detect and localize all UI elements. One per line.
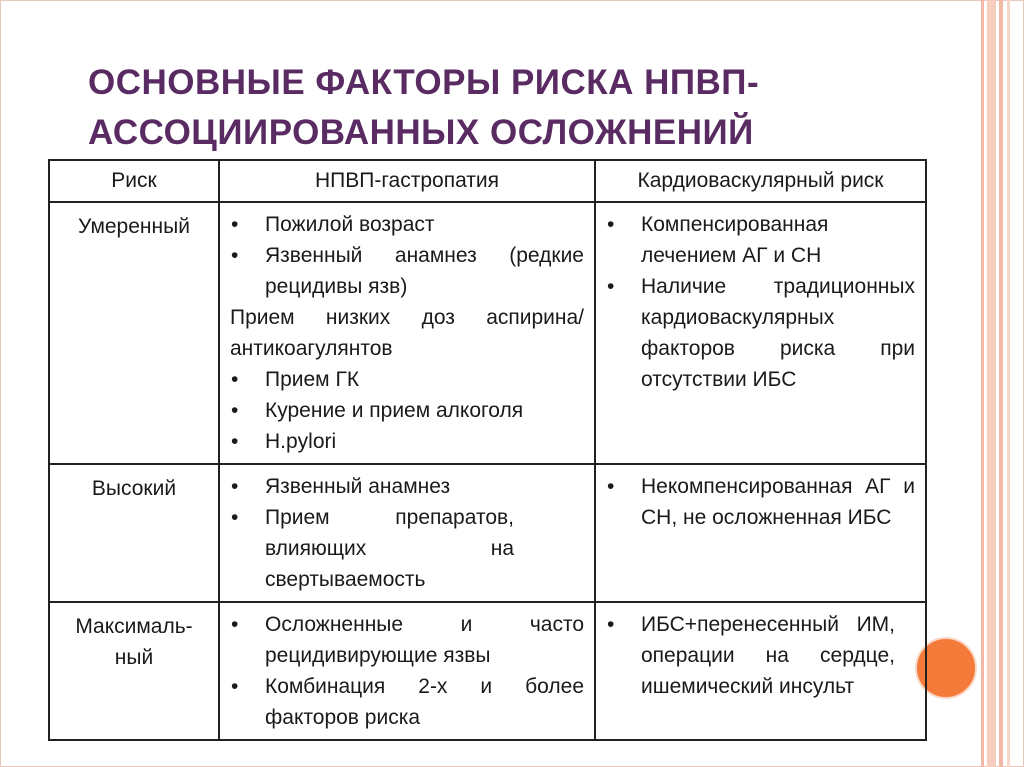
header-risk: Риск <box>49 160 219 202</box>
bullet-icon: • <box>231 368 239 391</box>
cardio-cell <box>595 464 926 602</box>
bullet-icon: • <box>231 244 239 267</box>
list-item: • Пожилой возраст <box>220 209 584 240</box>
table-row <box>49 464 926 602</box>
bullet-icon: • <box>231 506 239 529</box>
risk-level-cell <box>49 202 219 464</box>
table-header-row <box>49 160 926 202</box>
list-item: • Комбинация 2-х и более факторов риска <box>220 671 584 733</box>
list-item: • Язвенный анамнез (редкие рецидивы язв) <box>220 240 584 302</box>
risk-level-label: Высокий <box>91 477 177 500</box>
list-item: • Курение и прием алкоголя <box>220 395 584 426</box>
list-item: Прием низких доз аспирина/антикоагулянтов <box>230 306 584 360</box>
risk-level-cell <box>49 464 219 602</box>
decorative-stripe <box>981 0 984 767</box>
risk-level-label: Максималь-ный <box>75 615 193 669</box>
risk-level-cell <box>49 602 219 740</box>
cardio-cell <box>595 202 926 464</box>
list-item: • Компенсированная лечением АГ и СН <box>596 209 915 271</box>
list-item: • Осложненные и часто рецидивирующие язвы <box>220 609 584 671</box>
bullet-icon: • <box>231 213 239 236</box>
risk-level-label: Умеренный <box>78 215 190 238</box>
table-row <box>49 202 926 464</box>
slide-title: ОСНОВНЫЕ ФАКТОРЫ РИСКА НПВП-АССОЦИИРОВАННЫХ ОСЛОЖНЕНИЙ <box>88 63 760 152</box>
list-item: • Прием ГК <box>220 364 584 395</box>
list-item: • Некомпенсированная АГ и СН, не осложненная ИБС <box>596 471 915 533</box>
bullet-icon: • <box>231 430 239 453</box>
decorative-stripe <box>999 0 1003 767</box>
list-item: • ИБС+перенесенный ИМ, операции на сердце, ишемический инсульт <box>596 609 915 702</box>
bullet-icon: • <box>607 275 615 298</box>
bullet-icon: • <box>231 475 239 498</box>
list-item: • Наличие традиционных кардиоваскулярных факторов риска при отсутствии ИБС <box>596 271 915 395</box>
bullet-icon: • <box>607 613 615 636</box>
bullet-icon: • <box>607 475 615 498</box>
list-item: • H.pylori <box>220 426 584 457</box>
bullet-icon: • <box>231 613 239 636</box>
risk-factors-table <box>48 159 927 741</box>
decorative-stripe <box>987 0 996 767</box>
bullet-icon: • <box>231 399 239 422</box>
bullet-icon: • <box>231 675 239 698</box>
gastropathy-cell <box>219 602 595 740</box>
list-item: • Прием препаратов, влияющих на свертываемость <box>220 502 584 595</box>
bullet-icon: • <box>607 213 615 236</box>
header-nsaid-gastropathy: НПВП-гастропатия <box>219 160 595 202</box>
list-item: • Язвенный анамнез <box>220 471 584 502</box>
table-row <box>49 602 926 740</box>
header-cardiovascular-risk: Кардиоваскулярный риск <box>595 160 926 202</box>
decorative-stripe <box>1007 0 1010 767</box>
gastropathy-cell <box>219 464 595 602</box>
gastropathy-cell <box>219 202 595 464</box>
cardio-cell <box>595 602 926 740</box>
